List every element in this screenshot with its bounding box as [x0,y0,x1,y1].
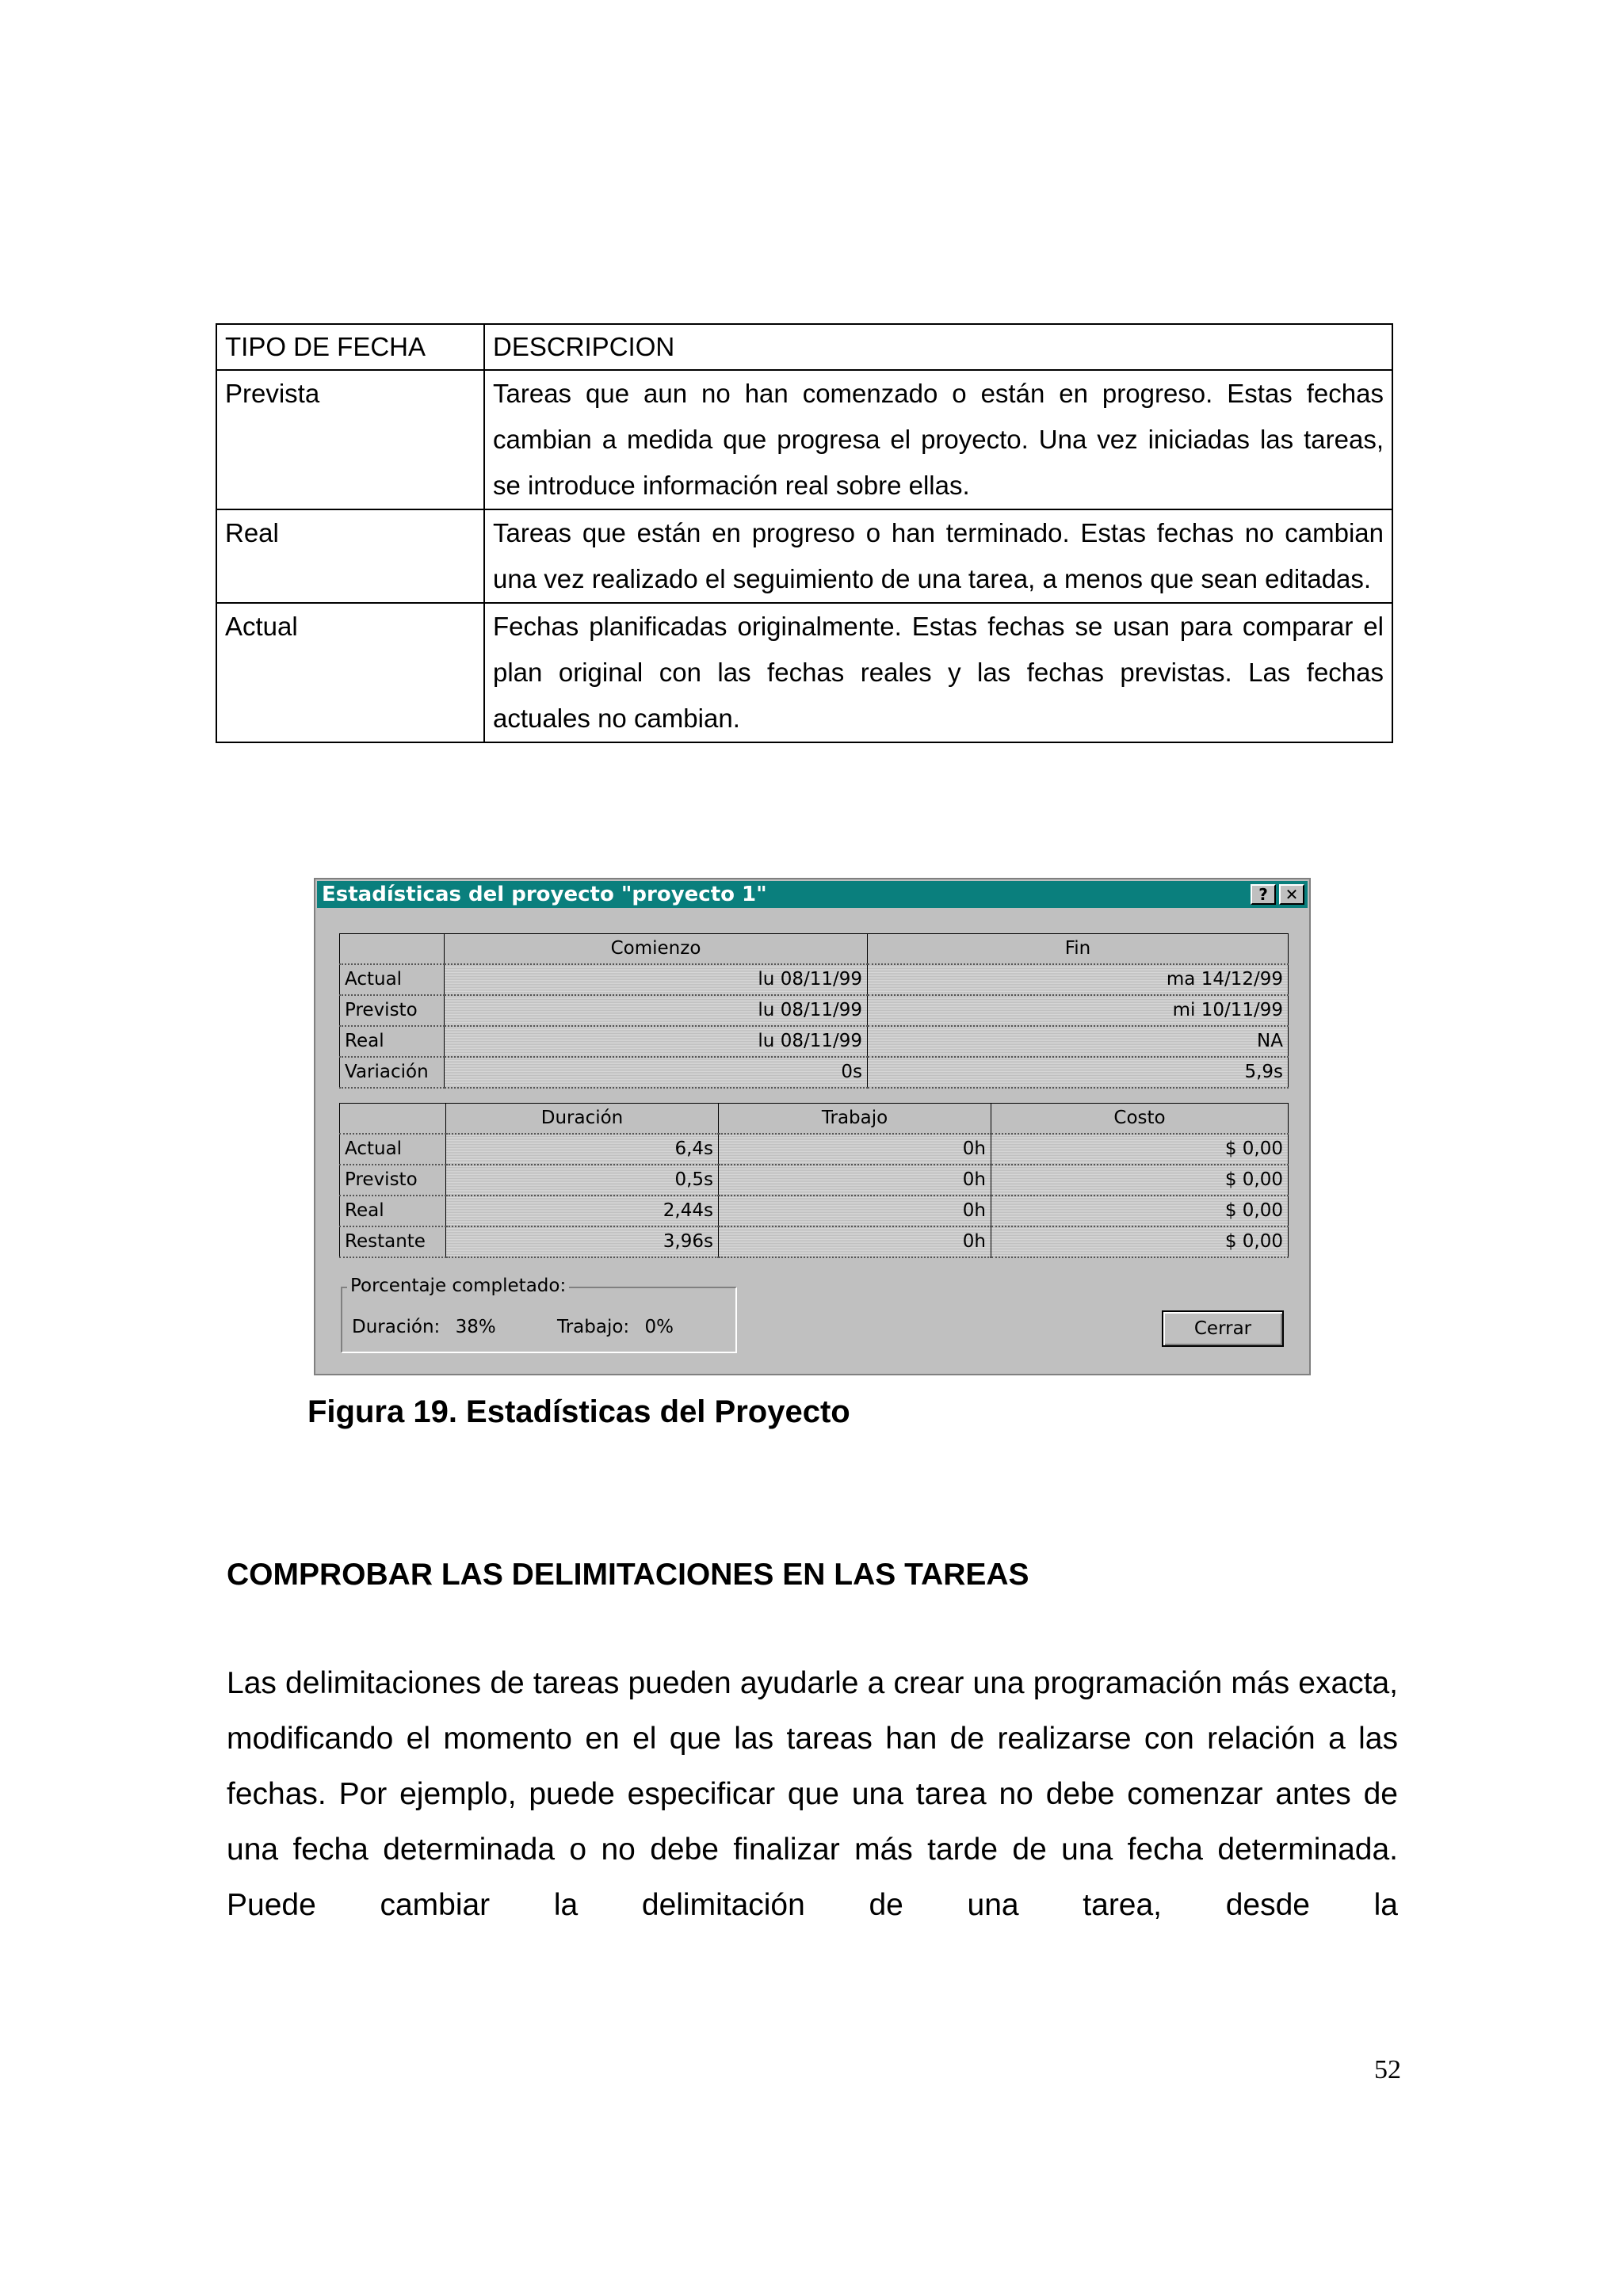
col-trabajo: Trabajo [719,1104,991,1135]
row-label: Previsto [340,1165,446,1196]
row-label: Real [340,1196,446,1226]
table-row [340,1026,1289,1057]
work-percent-value: 0% [644,1317,674,1337]
end-cell: NA [868,1026,1289,1057]
col-fin: Fin [868,934,1289,965]
table-row [340,995,1289,1026]
dates-header-row [340,934,1289,965]
row-label: Actual [340,964,445,995]
end-cell: ma 14/12/99 [868,964,1289,995]
duration-cell: 6,4s [446,1134,719,1165]
cost-cell: $ 0,00 [991,1226,1289,1257]
end-cell: 5,9s [868,1057,1289,1088]
row-label: Previsto [340,995,445,1026]
table-row [216,509,1392,603]
duration-cell: 2,44s [446,1196,719,1226]
dialog-titlebar [317,881,1308,908]
start-cell: lu 08/11/99 [445,995,868,1026]
start-cell: lu 08/11/99 [445,1026,868,1057]
row-label: Variación [340,1057,445,1088]
table-row [340,1196,1289,1226]
dates-grid [339,933,1289,1089]
work-cell: 0h [719,1165,991,1196]
table-row [340,1134,1289,1165]
body-paragraph: Las delimitaciones de tareas pueden ayudarle a crear una programación más exacta, modificando el momento en el que las tareas han de realizarse con relación a las fechas. Por ejemplo, puede especificar que una tarea no debe comenzar antes de una fecha determinada o no debe finalizar más tarde de una fecha determinada. Puede cambiar la delimitación de una tarea, desde la [227,1666,1398,1922]
header-tipo: TIPO DE FECHA [216,324,484,370]
figure-caption: Figura 19. Estadísticas del Proyecto [307,1394,850,1429]
row-description: Fechas planificadas originalmente. Estas fechas se usan para comparar el plan original con las fechas reales y las fechas previstas. Las fechas actuales no cambian. [484,603,1392,742]
work-grid [339,1103,1289,1258]
table-row [340,1057,1289,1088]
end-cell: mi 10/11/99 [868,995,1289,1026]
close-button[interactable]: ✕ [1279,884,1304,905]
page-number: 52 [1374,2055,1401,2084]
table-header-row [216,324,1392,370]
col-duracion: Duración [446,1104,719,1135]
col-comienzo: Comienzo [445,934,868,965]
table-row [216,370,1392,509]
table-row [340,1226,1289,1257]
header-descripcion: DESCRIPCION [484,324,1392,370]
duration-cell: 3,96s [446,1226,719,1257]
col-costo: Costo [991,1104,1289,1135]
row-label: Real [340,1026,445,1057]
duration-cell: 0,5s [446,1165,719,1196]
corner-cell [340,934,445,965]
section-heading: COMPROBAR LAS DELIMITACIONES EN LAS TAREAS [227,1558,1029,1592]
row-description: Tareas que aun no han comenzado o están en progreso. Estas fechas cambian a medida que progresa el proyecto. Una vez iniciadas las tareas, se introduce información real sobre ellas. [484,370,1392,509]
start-cell: lu 08/11/99 [445,964,868,995]
percent-complete-legend: Porcentaje completado: [347,1276,569,1296]
work-cell: 0h [719,1226,991,1257]
corner-cell [340,1104,446,1135]
help-button[interactable]: ? [1251,884,1276,905]
date-types-table [216,323,1393,743]
work-cell: 0h [719,1196,991,1226]
row-label: Restante [340,1226,446,1257]
percent-complete-values [352,1317,683,1337]
work-percent-label: Trabajo: [557,1317,630,1337]
cerrar-button[interactable]: Cerrar [1162,1310,1284,1347]
work-header-row [340,1104,1289,1135]
cost-cell: $ 0,00 [991,1196,1289,1226]
row-type: Actual [216,603,484,742]
table-row [340,964,1289,995]
cost-cell: $ 0,00 [991,1165,1289,1196]
start-cell: 0s [445,1057,868,1088]
duration-percent-label: Duración: [352,1317,441,1337]
row-type: Prevista [216,370,484,509]
row-label: Actual [340,1134,446,1165]
row-description: Tareas que están en progreso o han terminado. Estas fechas no cambian una vez realizado el seguimiento de una tarea, a menos que sean editadas. [484,509,1392,603]
duration-percent-value: 38% [455,1317,496,1337]
table-row [340,1165,1289,1196]
dialog-title: Estadísticas del proyecto "proyecto 1" [322,883,767,906]
cost-cell: $ 0,00 [991,1134,1289,1165]
table-row [216,603,1392,742]
percent-complete-group [341,1276,737,1353]
row-type: Real [216,509,484,603]
work-cell: 0h [719,1134,991,1165]
project-statistics-dialog [314,878,1311,1375]
